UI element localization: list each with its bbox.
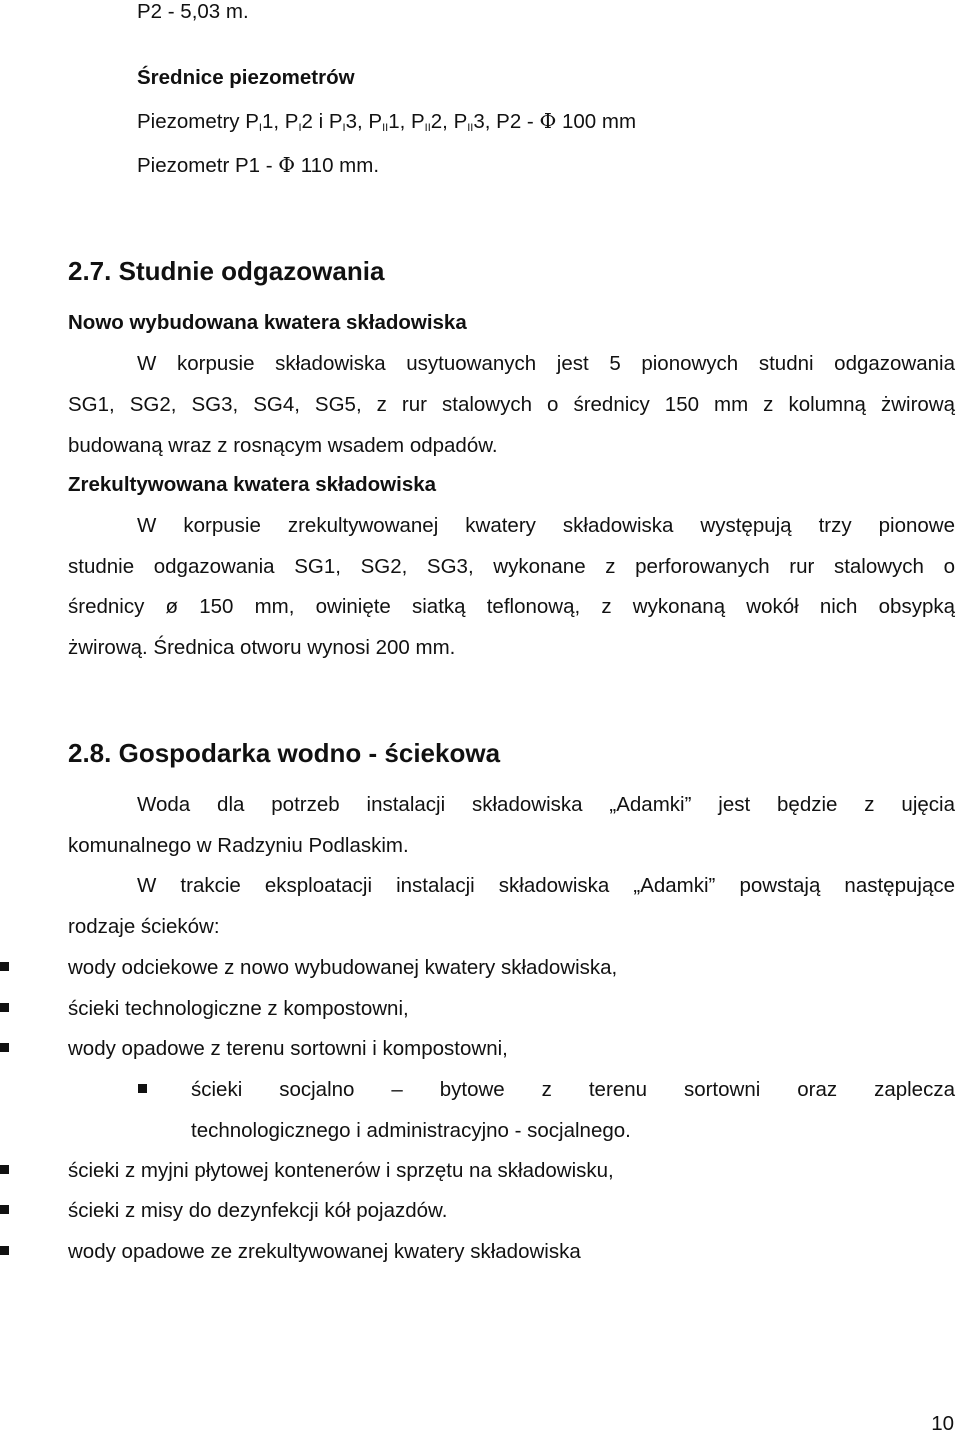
list-item: wody opadowe z terenu sortowni i kompostowni,: [68, 1037, 508, 1060]
paragraph-line: studnie odgazowania SG1, SG2, SG3, wykonane z perforowanych rur stalowych o: [68, 555, 955, 578]
depth-line: P2 - 5,03 m.: [137, 0, 249, 23]
piezometer-line-1: Piezometry $P_I1$, $P_I2$ i $P_I3$, $P_{II}1$, $P_{II}2$, $P_{II}3$, P2 - Φ 100 mm: [137, 109, 637, 134]
square-bullet-icon: [0, 1165, 9, 1174]
sub-list-item: ścieki socjalno – bytowe z terenu sortowni oraz zaplecza: [191, 1078, 955, 1101]
paragraph-line: Woda dla potrzeb instalacji składowiska „Adamki” jest będzie z ujęcia: [137, 793, 955, 816]
square-bullet-icon: [0, 1043, 9, 1052]
sub-list-item-continuation: technologicznego i administracyjno - socjalnego.: [191, 1119, 631, 1142]
paragraph-line: W korpusie składowiska usytuowanych jest 5 pionowych studni odgazowania: [137, 352, 955, 375]
list-item: wody odciekowe z nowo wybudowanej kwatery składowiska,: [68, 956, 618, 979]
list-item: wody opadowe ze zrekultywowanej kwatery składowiska: [68, 1240, 581, 1263]
list-item: ścieki z misy do dezynfekcji kół pojazdów.: [68, 1199, 448, 1222]
paragraph-line: żwirową. Średnica otworu wynosi 200 mm.: [68, 636, 456, 659]
paragraph-line: W trakcie eksploatacji instalacji składowiska „Adamki” powstają następujące: [137, 874, 955, 897]
paragraph-line: średnicy ø 150 mm, owinięte siatką teflonową, z wykonaną wokół nich obsypką: [68, 595, 955, 618]
square-bullet-icon: [0, 1003, 9, 1012]
square-bullet-icon: [0, 1205, 9, 1214]
list-item: ścieki technologiczne z kompostowni,: [68, 997, 409, 1020]
paragraph-line: budowaną wraz z rosnącym wsadem odpadów.: [68, 434, 498, 457]
square-bullet-icon: [0, 1246, 9, 1255]
square-bullet-icon: [138, 1084, 147, 1093]
paragraph-line: SG1, SG2, SG3, SG4, SG5, z rur stalowych o średnicy 150 mm z kolumną żwirową: [68, 393, 955, 416]
phi-symbol: Φ: [278, 153, 296, 177]
piezometer-heading: Średnice piezometrów: [137, 66, 355, 89]
subheading-new-cell: Nowo wybudowana kwatera składowiska: [68, 311, 467, 334]
square-bullet-icon: [0, 962, 9, 971]
piezometer-line-2: Piezometr P1 - Φ 110 mm.: [137, 153, 380, 177]
section-heading-2-7: 2.7. Studnie odgazowania: [68, 256, 385, 286]
page-number: 10: [931, 1412, 954, 1435]
paragraph-line: rodzaje ścieków:: [68, 915, 220, 938]
paragraph-line: komunalnego w Radzyniu Podlaskim.: [68, 834, 409, 857]
list-item: ścieki z myjni płytowej kontenerów i sprzętu na składowisku,: [68, 1159, 614, 1182]
section-heading-2-8: 2.8. Gospodarka wodno - ściekowa: [68, 738, 501, 768]
subheading-reclaimed-cell: Zrekultywowana kwatera składowiska: [68, 473, 437, 496]
paragraph-line: W korpusie zrekultywowanej kwatery składowiska występują trzy pionowe: [137, 514, 955, 537]
phi-symbol: Φ: [539, 109, 557, 133]
